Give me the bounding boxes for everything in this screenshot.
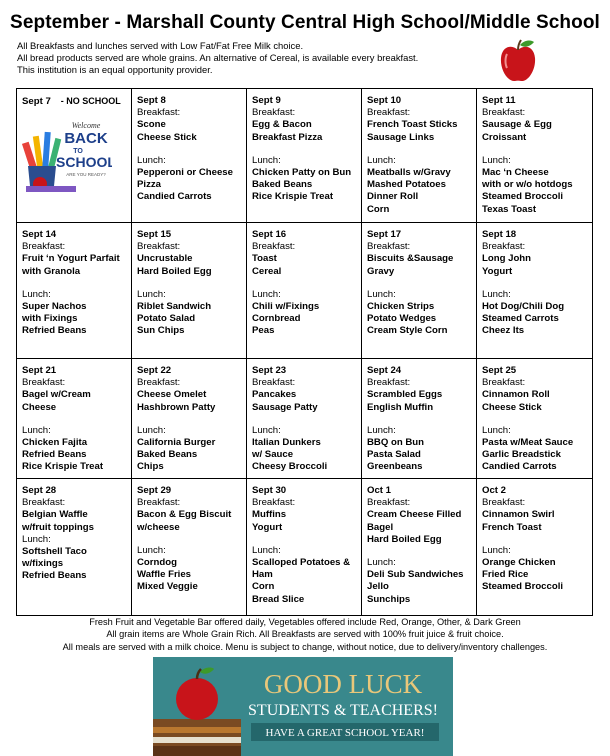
spacer [367,414,472,425]
lunch-item: w/ Sauce [252,449,294,461]
calendar-day-cell [477,223,593,359]
menu-footer [0,616,610,653]
day-date [137,95,242,107]
lunch-label: Lunch: [482,424,511,436]
lunch-item: Mac ‘n Cheese [482,167,549,179]
lunch-item: with or w/o hotdogs [482,179,573,191]
lunch-item: Steamed Carrots [482,313,559,325]
breakfast-item: Bagel [367,521,394,533]
lunch-label: Lunch: [482,544,511,556]
spacer [137,534,242,545]
banner-apple-icon [176,678,218,720]
breakfast-label: Breakfast: [367,107,411,119]
spacer [482,414,588,425]
breakfast-label: Breakfast: [22,497,66,509]
lunch-item: Scalloped Potatoes & [252,557,351,569]
day-date-label: Oct 1 [367,485,391,496]
calendar-day-cell [362,479,477,616]
lunch-item: Mixed Veggie [137,581,198,593]
breakfast-item: Scone [137,119,166,131]
lunch-item: Chips [137,461,164,473]
calendar-day-cell [477,89,593,223]
lunch-label: Lunch: [367,557,396,569]
day-date [137,485,242,497]
breakfast-label: Breakfast: [22,377,66,389]
day-date-label: Sept 14 [22,229,57,240]
day-date [22,95,127,108]
calendar-day-cell [362,89,477,223]
calendar-day-cell [132,89,247,223]
banner-line1: GOOD LUCK [263,669,423,699]
breakfast-item: French Toast [482,521,542,533]
day-date-label: Sept 15 [137,229,172,240]
day-date-label: Sept 21 [22,365,57,376]
day-date-label: Sept 22 [137,365,172,376]
lunch-item: Corn [367,203,390,215]
day-date-label: Sept 8 [137,95,166,106]
breakfast-item: French Toast Sticks [367,119,458,131]
breakfast-item: Cream Cheese Filled [367,509,462,521]
lunch-item: Fried Rice [482,569,529,581]
breakfast-item: Cinnamon Roll [482,389,550,401]
lunch-label: Lunch: [367,424,396,436]
lunch-item: Deli Sub Sandwiches [367,569,464,581]
day-date-label: Sept 9 [252,95,281,106]
breakfast-item: Belgian Waffle [22,509,88,521]
breakfast-label: Breakfast: [252,497,296,509]
calendar-day-cell [132,479,247,616]
spacer [22,278,127,289]
lunch-label: Lunch: [252,154,281,166]
day-date-label: Oct 2 [482,485,506,496]
lunch-item: Baked Beans [137,449,198,461]
calendar-day-cell [477,479,593,616]
breakfast-item: Toast [252,253,277,265]
lunch-item: Cheesy Broccoli [252,461,328,473]
breakfast-item: w/cheese [137,521,180,533]
lunch-item: Pepperoni or Cheese [137,167,233,179]
note-grains: All bread products served are whole grains. An alternative of Cereal, is available every breakfast. [17,52,419,64]
calendar-day-cell [17,89,132,223]
day-date-label: Sept 24 [367,365,402,376]
footer-line-vegetables: Fresh Fruit and Vegetable Bar offered daily, Vegetables offered include Red, Orange, Other, & Dark Green [89,617,521,627]
lunch-item: Sunchips [367,593,411,605]
school-text: SCHOOL [56,154,112,171]
spacer [367,278,472,289]
lunch-item: Bread Slice [252,593,305,605]
day-date [22,365,127,377]
calendar-week-row [17,223,593,359]
lunch-item: Corn [252,581,275,593]
lunch-item: Riblet Sandwich [137,301,212,313]
breakfast-label: Breakfast: [22,241,66,253]
lunch-item: Waffle Fries [137,569,192,581]
menu-notes [17,40,497,77]
day-date [482,229,588,241]
day-date [367,485,472,497]
spacer [252,144,357,155]
lunch-item: BBQ on Bun [367,437,425,449]
breakfast-item: Sausage Links [367,131,435,143]
breakfast-label: Breakfast: [482,107,526,119]
breakfast-item: with Granola [22,265,81,277]
breakfast-item: Cinnamon Swirl [482,509,555,521]
calendar-day-cell [17,479,132,616]
breakfast-item: Cheese Stick [137,131,197,143]
day-date [367,229,472,241]
welcome-text: Welcome [71,121,101,131]
lunch-item: Steamed Broccoli [482,191,564,203]
lunch-item: Corndog [137,557,177,569]
breakfast-item: Hard Boiled Egg [367,533,442,545]
lunch-item: Jello [367,581,389,593]
lunch-item: w/fixings [22,558,64,570]
day-date-label: Sept 23 [252,365,287,376]
lunch-item: Refried Beans [22,325,87,337]
lunch-label: Lunch: [482,154,511,166]
lunch-item: Meatballs w/Gravy [367,167,451,179]
spacer [252,534,357,545]
lunch-item: Rice Krispie Treat [252,191,334,203]
day-date-label: Sept 18 [482,229,517,240]
footer-line-milk: All meals are served with a milk choice. Menu is subject to change, without notice, due to delivery/inventory challenges. [62,641,548,652]
lunch-item: Cornbread [252,313,301,325]
breakfast-label: Breakfast: [367,377,411,389]
day-date [22,485,127,497]
breakfast-item: Hashbrown Patty [137,401,216,413]
breakfast-item: Hard Boiled Egg [137,265,212,277]
day-date [252,229,357,241]
lunch-item: Pasta w/Meat Sauce [482,437,574,449]
lunch-item: Steamed Broccoli [482,581,564,593]
lunch-label: Lunch: [367,288,396,300]
lunch-item: with Fixings [22,313,78,325]
lunch-label: Lunch: [252,544,281,556]
spacer [367,144,472,155]
back-text: BACK [64,130,108,148]
day-date-label: Sept 29 [137,485,172,496]
footer-line-grains: All grain items are Whole Grain Rich. All Breakfasts are served with 100% fruit juice & fruit choice. [106,629,504,640]
lunch-item: Candied Carrots [482,461,557,473]
lunch-item: Pasta Salad [367,449,421,461]
day-date-label: Sept 11 [482,95,516,106]
day-date [22,229,127,241]
note-equal-opportunity: This institution is an equal opportunity provider. [17,64,213,76]
breakfast-item: Breakfast Pizza [252,131,323,143]
breakfast-item: Cheese [22,401,57,413]
lunch-item: Sun Chips [137,325,185,337]
breakfast-label: Breakfast: [252,377,296,389]
calendar-week-row [17,359,593,479]
lunch-item: Potato Wedges [367,313,437,325]
day-date [252,95,357,107]
breakfast-item: Egg & Bacon [252,119,312,131]
spacer [367,546,472,557]
day-date [367,95,472,107]
lunch-item: Italian Dunkers [252,437,321,449]
breakfast-item: Cheese Omelet [137,389,207,401]
lunch-label: Lunch: [22,288,51,300]
spacer [252,278,357,289]
banner-line3: HAVE A GREAT SCHOOL YEAR! [265,727,425,739]
breakfast-item: Fruit ‘n Yogurt Parfait [22,253,120,265]
spacer [252,414,357,425]
menu-calendar [16,88,593,616]
breakfast-label: Breakfast: [137,107,181,119]
lunch-item: Softshell Taco [22,546,87,558]
back-to-school-image [22,114,112,194]
calendar-day-cell [17,359,132,479]
lunch-label: Lunch: [22,533,51,545]
breakfast-label: Breakfast: [367,497,411,509]
day-date [252,365,357,377]
lunch-item: Hot Dog/Chili Dog [482,301,565,313]
breakfast-item: Pancakes [252,389,297,401]
lunch-item: Chicken Strips [367,301,435,313]
lunch-label: Lunch: [252,424,281,436]
calendar-day-cell [247,223,362,359]
lunch-item: Texas Toast [482,203,537,215]
lunch-item: Refried Beans [22,570,87,582]
no-school-note: - NO SCHOOL [60,96,121,106]
lunch-label: Lunch: [137,288,166,300]
lunch-label: Lunch: [137,154,166,166]
spacer [137,278,242,289]
lunch-item: Cream Style Corn [367,325,448,337]
day-date-label: Sept 28 [22,485,57,496]
breakfast-item: Cereal [252,265,282,277]
breakfast-item: Yogurt [482,265,513,277]
breakfast-label: Breakfast: [252,241,296,253]
breakfast-label: Breakfast: [482,377,526,389]
note-milk: All Breakfasts and lunches served with Low Fat/Fat Free Milk choice. [17,40,304,51]
lunch-label: Lunch: [482,288,511,300]
lunch-item: Mashed Potatoes [367,179,446,191]
breakfast-label: Breakfast: [137,497,181,509]
are-you-ready-text: ARE YOU READY? [66,172,106,178]
spacer [482,278,588,289]
breakfast-item: w/fruit toppings [22,521,94,533]
breakfast-item: Sausage & Egg [482,119,552,131]
breakfast-item: Uncrustable [137,253,193,265]
day-date-label: Sept 30 [252,485,287,496]
breakfast-item: Biscuits &Sausage [367,253,454,265]
lunch-item: Greenbeans [367,461,423,473]
lunch-label: Lunch: [252,288,281,300]
calendar-day-cell [362,359,477,479]
page-title: September - Marshall County Central High School/Middle School [10,12,600,33]
calendar-day-cell [477,359,593,479]
lunch-label: Lunch: [137,544,166,556]
day-date-label: Sept 10 [367,95,402,106]
lunch-item: Garlic Breadstick [482,449,561,461]
breakfast-label: Breakfast: [367,241,411,253]
calendar-day-cell [132,223,247,359]
lunch-item: Super Nachos [22,301,87,313]
spacer [482,534,588,545]
calendar-day-cell [362,223,477,359]
breakfast-label: Breakfast: [137,241,181,253]
lunch-item: Refried Beans [22,449,87,461]
calendar-day-cell [132,359,247,479]
lunch-label: Lunch: [22,424,51,436]
breakfast-item: Yogurt [252,521,283,533]
lunch-item: Chicken Patty on Bun [252,167,352,179]
spacer [482,144,588,155]
day-date-label: Sept 25 [482,365,517,376]
lunch-item: Dinner Roll [367,191,419,203]
calendar-week-row [17,89,593,223]
breakfast-item: Croissant [482,131,527,143]
lunch-item: Chili w/Fixings [252,301,320,313]
day-date-label: Sept 16 [252,229,287,240]
breakfast-item: Long John [482,253,532,265]
day-date [482,485,588,497]
breakfast-item: Bacon & Egg Biscuit [137,509,232,521]
day-date [252,485,357,497]
breakfast-label: Breakfast: [252,107,296,119]
banner-line2: STUDENTS & TEACHERS! [248,702,438,719]
breakfast-item: Gravy [367,265,395,277]
lunch-label: Lunch: [367,154,396,166]
day-date [137,365,242,377]
spacer [22,414,127,425]
calendar-day-cell [17,223,132,359]
lunch-item: Pizza [137,179,161,191]
to-text: TO [73,148,83,156]
breakfast-item: Bagel w/Cream [22,389,91,401]
good-luck-banner [153,657,453,756]
breakfast-item: Sausage Patty [252,401,318,413]
lunch-label: Lunch: [137,424,166,436]
lunch-item: Baked Beans [252,179,313,191]
breakfast-item: English Muffin [367,401,434,413]
breakfast-item: Cheese Stick [482,401,542,413]
breakfast-item: Muffins [252,509,287,521]
apple-icon [498,38,538,84]
lunch-item: Ham [252,569,273,581]
day-date [367,365,472,377]
lunch-item: Peas [252,325,275,337]
day-date [482,365,588,377]
spacer [137,414,242,425]
lunch-item: Chicken Fajita [22,437,88,449]
lunch-item: Cheez Its [482,325,525,337]
day-date [137,229,242,241]
lunch-item: California Burger [137,437,216,449]
lunch-item: Potato Salad [137,313,196,325]
day-date-label: Sept 17 [367,229,402,240]
breakfast-label: Breakfast: [137,377,181,389]
lunch-item: Rice Krispie Treat [22,461,104,473]
day-date-label: Sept 7 [22,96,51,107]
calendar-day-cell [247,89,362,223]
breakfast-label: Breakfast: [482,497,526,509]
lunch-item: Orange Chicken [482,557,556,569]
breakfast-item: Scrambled Eggs [367,389,443,401]
calendar-week-row [17,479,593,616]
breakfast-label: Breakfast: [482,241,526,253]
calendar-day-cell [247,359,362,479]
lunch-item: Candied Carrots [137,191,212,203]
calendar-day-cell [247,479,362,616]
day-date [482,95,588,107]
spacer [137,144,242,155]
